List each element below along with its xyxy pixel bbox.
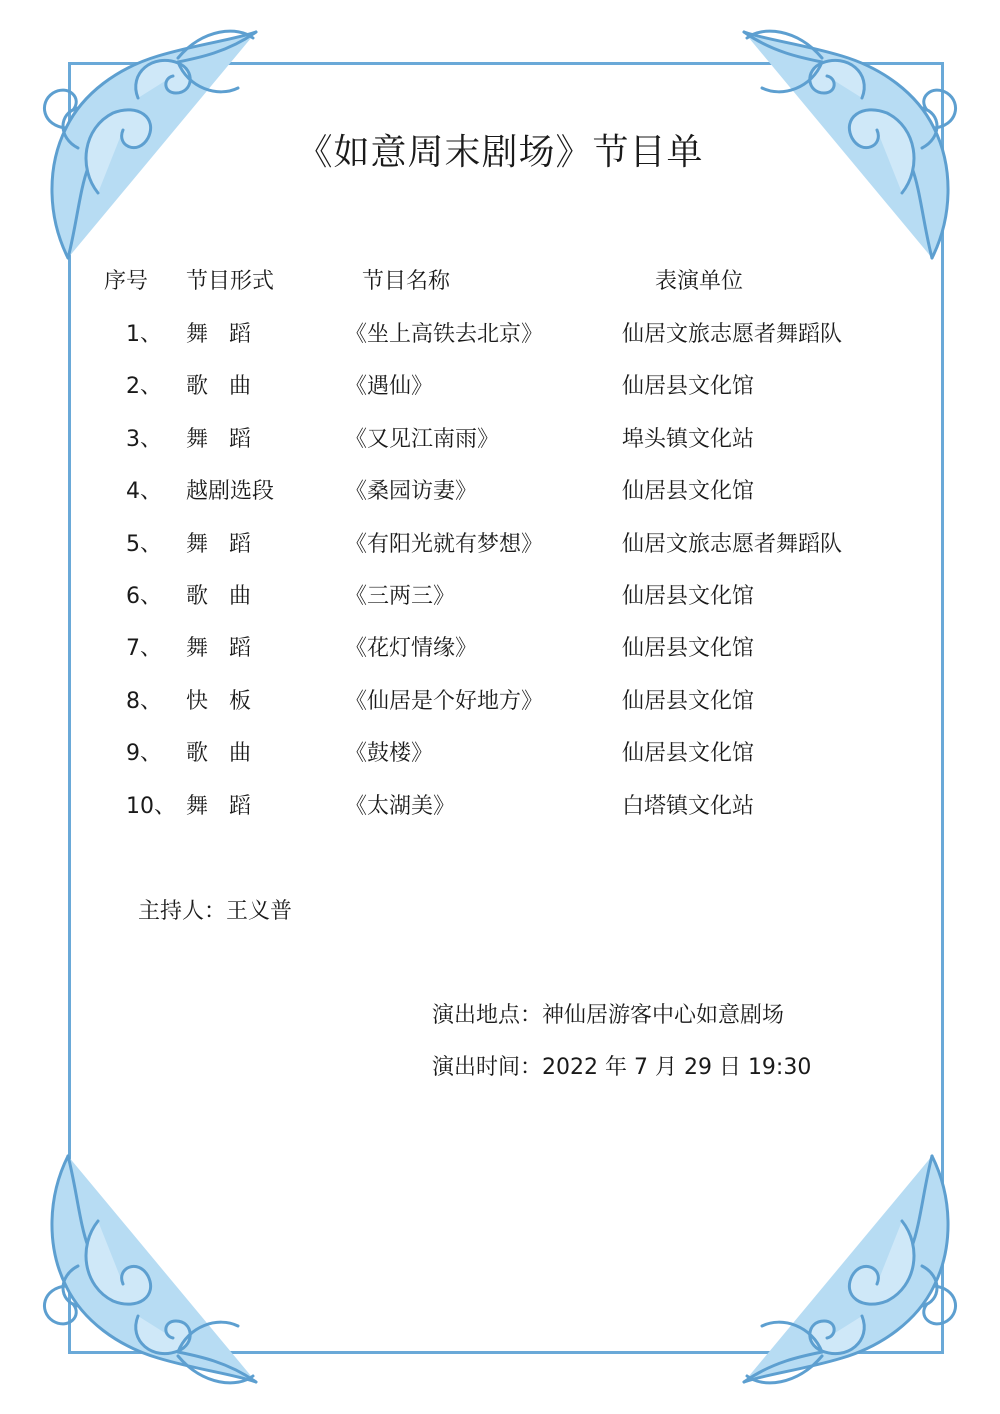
program-no: 6、	[126, 584, 162, 609]
program-name: 《又见江南雨》	[345, 427, 500, 452]
program-name: 《太湖美》	[345, 794, 456, 819]
ornament-corner-bottom-left	[28, 1146, 258, 1396]
ornament-corner-bottom-right	[742, 1146, 972, 1396]
program-no: 5、	[126, 532, 162, 557]
program-no: 8、	[126, 689, 162, 714]
program-no: 2、	[126, 374, 162, 399]
program-name: 《鼓楼》	[345, 741, 434, 766]
program-no: 4、	[126, 479, 162, 504]
program-unit: 仙居县文化馆	[622, 374, 755, 399]
program-name: 《有阳光就有梦想》	[345, 532, 544, 557]
program-form: 舞 蹈	[186, 427, 251, 452]
header-no: 序号	[104, 269, 149, 294]
program-form: 快 板	[186, 689, 251, 714]
program-no: 3、	[126, 427, 162, 452]
program-name: 《花灯情缘》	[345, 636, 478, 661]
page-title: 《如意周末剧场》节目单	[296, 132, 704, 173]
program-no: 1、	[126, 322, 162, 347]
host-line: 主持人：王义普	[138, 899, 293, 924]
program-form: 舞 蹈	[186, 636, 251, 661]
program-name: 《桑园访妻》	[345, 479, 478, 504]
program-form: 歌 曲	[186, 374, 251, 399]
program-no: 9、	[126, 741, 162, 766]
program-name: 《仙居是个好地方》	[345, 689, 544, 714]
program-form: 歌 曲	[186, 741, 251, 766]
header-unit: 表演单位	[655, 269, 744, 294]
program-unit: 仙居县文化馆	[622, 636, 755, 661]
program-name: 《三两三》	[345, 584, 456, 609]
program-form: 歌 曲	[186, 584, 251, 609]
program-no: 7、	[126, 636, 162, 661]
program-unit: 白塔镇文化站	[622, 794, 755, 819]
program-unit: 仙居文旅志愿者舞蹈队	[622, 532, 843, 557]
program-unit: 仙居县文化馆	[622, 584, 755, 609]
program-form: 越剧选段	[186, 479, 275, 504]
program-no: 10、	[126, 794, 176, 819]
program-name: 《遇仙》	[345, 374, 434, 399]
program-unit: 仙居县文化馆	[622, 479, 755, 504]
header-name: 节目名称	[362, 269, 451, 294]
program-unit: 仙居县文化馆	[622, 741, 755, 766]
program-form: 舞 蹈	[186, 794, 251, 819]
program-unit: 仙居县文化馆	[622, 689, 755, 714]
time-line: 演出时间：2022 年 7 月 29 日 19:30	[432, 1055, 812, 1080]
program-form: 舞 蹈	[186, 532, 251, 557]
header-form: 节目形式	[186, 269, 275, 294]
program-unit: 仙居文旅志愿者舞蹈队	[622, 322, 843, 347]
program-form: 舞 蹈	[186, 322, 251, 347]
program-unit: 埠头镇文化站	[622, 427, 755, 452]
venue-line: 演出地点：神仙居游客中心如意剧场	[432, 1003, 785, 1028]
program-name: 《坐上高铁去北京》	[345, 322, 544, 347]
